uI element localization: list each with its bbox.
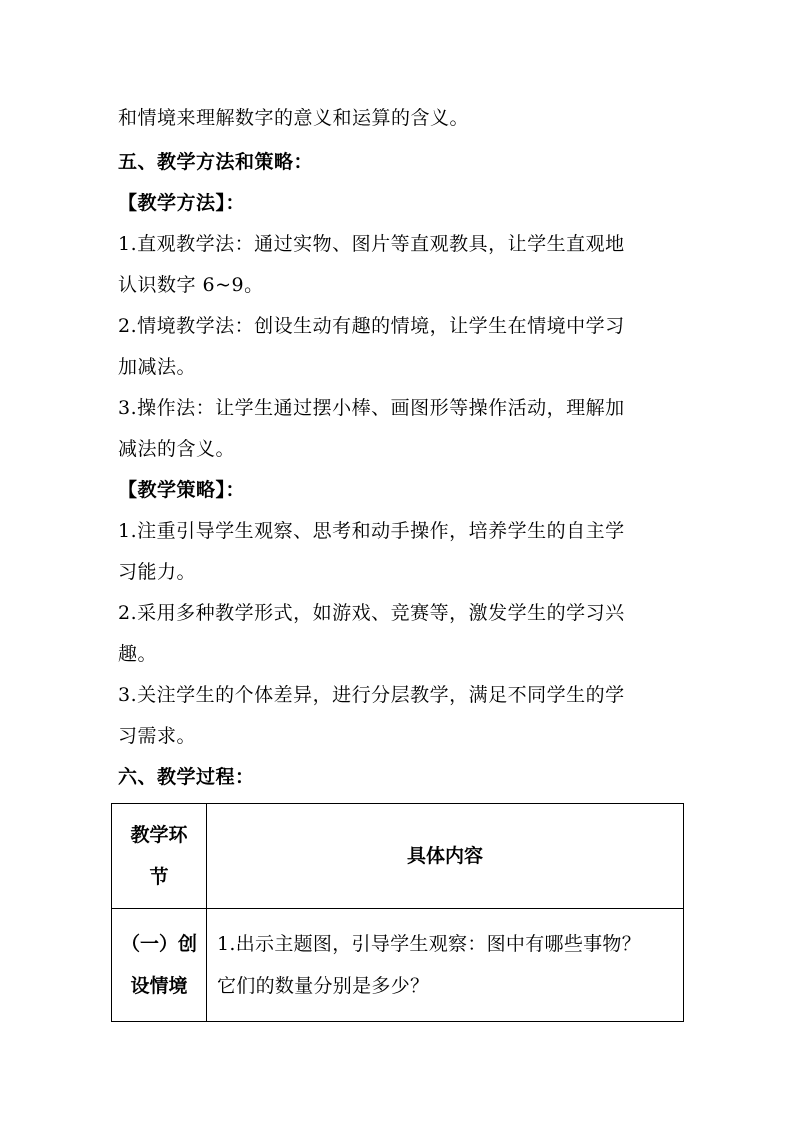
paragraph-line: 和情境来理解数字的意义和运算的含义。 bbox=[118, 107, 470, 129]
header-stage-line: 节 bbox=[149, 866, 169, 888]
section-heading-process: 六、教学过程： bbox=[118, 766, 255, 788]
paragraph-line: 1.直观教学法：通过实物、图片等直观教具，让学生直观地 bbox=[118, 233, 625, 255]
content-line: 1.出示主题图，引导学生观察：图中有哪些事物？ bbox=[217, 933, 642, 955]
paragraph-line: 认识数字 6~9。 bbox=[118, 274, 264, 296]
section-heading-methods: 五、教学方法和策略： bbox=[118, 151, 314, 173]
paragraph-line: 习需求。 bbox=[118, 725, 197, 747]
subheading-teaching-methods: 【教学方法】： bbox=[118, 192, 246, 214]
content-cell bbox=[207, 909, 684, 1022]
paragraph-line: 减法的含义。 bbox=[118, 438, 236, 460]
table-row bbox=[112, 909, 684, 1022]
stage-line: （一）创 bbox=[120, 933, 197, 955]
stage-cell bbox=[112, 909, 207, 1022]
paragraph-line: 趣。 bbox=[118, 643, 158, 665]
content-line: 它们的数量分别是多少？ bbox=[217, 975, 430, 997]
paragraph-line: 习能力。 bbox=[118, 561, 197, 583]
subheading-teaching-strategies: 【教学策略】： bbox=[118, 479, 246, 501]
header-cell-content bbox=[207, 804, 684, 909]
teaching-process-table bbox=[111, 803, 684, 1022]
paragraph-line: 3.操作法：让学生通过摆小棒、画图形等操作活动，理解加 bbox=[118, 397, 625, 419]
header-content-label: 具体内容 bbox=[406, 845, 483, 867]
stage-line: 设情境 bbox=[130, 975, 188, 997]
paragraph-line: 1.注重引导学生观察、思考和动手操作，培养学生的自主学 bbox=[118, 520, 625, 542]
paragraph-line: 2.采用多种教学形式，如游戏、竞赛等，激发学生的学习兴 bbox=[118, 602, 625, 624]
header-stage-line: 教学环 bbox=[130, 824, 188, 846]
paragraph-line: 加减法。 bbox=[118, 356, 197, 378]
paragraph-line: 3.关注学生的个体差异，进行分层教学，满足不同学生的学 bbox=[118, 684, 625, 706]
table-header-row bbox=[112, 804, 684, 909]
header-cell-stage bbox=[112, 804, 207, 909]
paragraph-line: 2.情境教学法：创设生动有趣的情境，让学生在情境中学习 bbox=[118, 315, 625, 337]
